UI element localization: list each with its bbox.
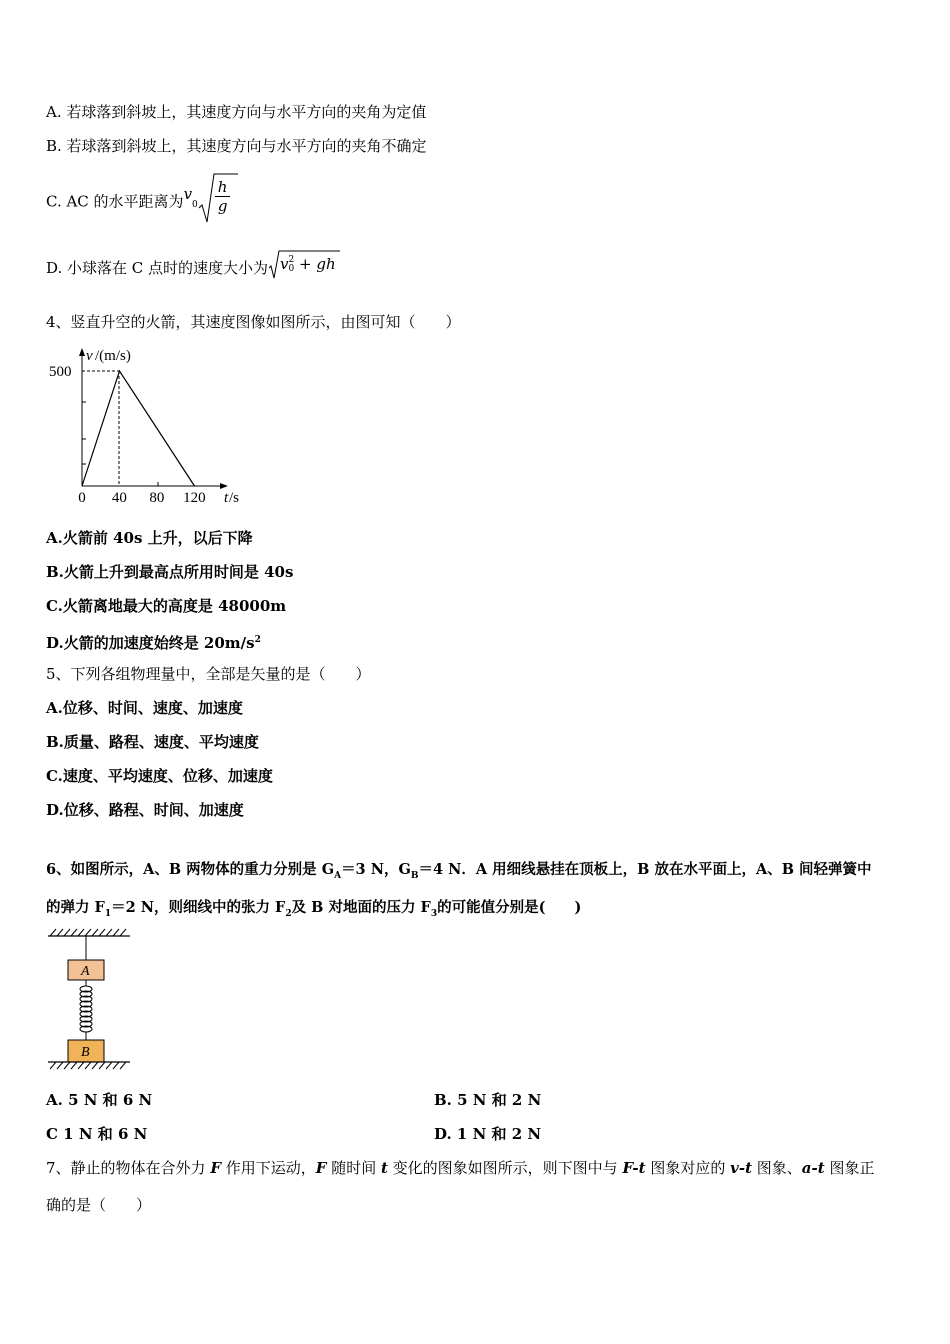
q7-stem-1e: 图象对应的 <box>645 1159 731 1177</box>
q6-stem-line1 <box>46 860 872 886</box>
q3-option-c-v: v <box>183 184 193 203</box>
q7-at: a-t <box>801 1159 825 1177</box>
graph-xlabel-t: t <box>224 490 229 506</box>
q6-stem-line2 <box>46 898 581 924</box>
q6-sub-3: 3 <box>430 908 438 919</box>
q3-option-d-sub: 0 <box>288 264 295 274</box>
q6-stem-2c: 及 B 对地面的压力 F <box>291 899 431 916</box>
q6-stem-2a: 的弹力 F <box>46 899 105 916</box>
spring-coil <box>80 986 92 1032</box>
q6-option-a: A. 5 N 和 6 N <box>46 1091 153 1109</box>
q4-option-d <box>46 630 261 653</box>
q4-option-d-text: D.火箭的加速度始终是 20m/s <box>46 634 255 652</box>
q6-stem-2d: 的可能值分别是( ) <box>437 899 582 916</box>
q5-option-c: C.速度、平均速度、位移、加速度 <box>46 767 273 785</box>
q3-option-c <box>46 178 230 221</box>
q4-option-a: A.火箭前 40s 上升，以后下降 <box>46 529 253 547</box>
q3-option-d <box>46 255 336 278</box>
q7-stem-1d: 变化的图象如图所示，则下图中与 <box>387 1159 623 1177</box>
q6-spring-diagram <box>44 926 136 1072</box>
graph-series-line <box>82 371 195 486</box>
q7-t: t <box>380 1159 388 1177</box>
graph-x-arrow-icon <box>220 483 228 489</box>
q5-option-b: B.质量、路程、速度、平均速度 <box>46 733 259 751</box>
q3-option-d-sup: 2 <box>288 255 295 265</box>
q3-option-d-v: v <box>280 255 289 273</box>
q4-option-b: B.火箭上升到最高点所用时间是 40s <box>46 563 294 581</box>
graph-ytick-500: 500 <box>49 364 72 380</box>
sqrt-sign-icon <box>198 172 238 224</box>
q7-stem-line1 <box>46 1158 874 1178</box>
q6-option-c: C 1 N 和 6 N <box>46 1125 148 1143</box>
q3-option-c-numerator: h <box>215 178 231 197</box>
q3-option-a: A. 若球落到斜坡上，其速度方向与水平方向的夹角为定值 <box>46 103 427 121</box>
ceiling-hatch <box>50 929 126 936</box>
graph-xlabel-unit: /s <box>229 490 240 506</box>
q7-stem-1f: 图象、 <box>752 1159 802 1177</box>
q6-stem-1a: 6、如图所示，A、B 两物体的重力分别是 G <box>46 861 335 878</box>
q4-option-c: C.火箭离地最大的高度是 48000m <box>46 597 287 615</box>
q3-option-c-sub: 0 <box>192 199 198 210</box>
sqrt-sign-icon <box>268 250 340 280</box>
q3-option-b: B. 若球落到斜坡上，其速度方向与水平方向的夹角不确定 <box>46 137 427 155</box>
block-b-label: B <box>81 1045 90 1060</box>
q3-option-c-prefix: C. AC 的水平距离为 <box>46 192 184 211</box>
q6-sub-a: A <box>334 870 342 881</box>
graph-xtick-0: 0 <box>78 490 86 506</box>
q3-option-d-sqrt <box>268 254 336 274</box>
q4-stem: 4、竖直升空的火箭，其速度图像如图所示，由图可知（ ） <box>46 313 461 331</box>
block-a-label: A <box>81 964 90 979</box>
graph-ylabel-unit: /(m/s) <box>95 348 131 364</box>
graph-y-arrow-icon <box>79 348 85 356</box>
q7-stem-1c: 随时间 <box>326 1159 381 1177</box>
q4-velocity-graph <box>44 344 254 510</box>
graph-xtick-40: 40 <box>111 490 127 506</box>
q3-option-c-denominator: g <box>217 197 228 215</box>
q5-stem: 5、下列各组物理量中，全部是矢量的是（ ） <box>46 665 371 683</box>
q3-option-d-rest: + gh <box>294 255 336 273</box>
q6-stem-2b: ＝2 N，则细线中的张力 F <box>111 899 286 916</box>
q7-stem-line2: 确的是（ ） <box>46 1196 152 1214</box>
q5-option-d: D.位移、路程、时间、加速度 <box>46 801 244 819</box>
q4-option-d-sup: 2 <box>254 635 261 645</box>
q6-stem-1c: ＝4 N．A 用细线悬挂在顶板上，B 放在水平面上，A、B 间轻弹簧中 <box>418 861 872 878</box>
q6-sub-2: 2 <box>285 908 292 919</box>
q7-vt: v-t <box>730 1159 753 1177</box>
q5-option-a: A.位移、时间、速度、加速度 <box>46 699 243 717</box>
q7-stem-1b: 作用下运动， <box>220 1159 316 1177</box>
q7-F-2: F <box>315 1159 327 1177</box>
q7-F-1: F <box>210 1159 221 1177</box>
graph-xtick-120: 120 <box>183 490 206 506</box>
graph-xtick-80: 80 <box>149 490 165 506</box>
q7-Ft: F-t <box>622 1159 646 1177</box>
q6-option-d: D. 1 N 和 2 N <box>434 1125 542 1143</box>
floor-hatch <box>50 1062 126 1069</box>
q6-sub-1: 1 <box>104 908 112 919</box>
q3-option-c-sqrt <box>198 178 231 215</box>
q6-sub-b: B <box>410 870 419 881</box>
q6-option-b: B. 5 N 和 2 N <box>434 1091 542 1109</box>
q3-option-d-prefix: D. 小球落在 C 点时的速度大小为 <box>46 259 269 277</box>
q7-stem-1g: 图象正 <box>824 1159 875 1177</box>
q6-stem-1b: ＝3 N，G <box>341 861 411 878</box>
q7-stem-1a: 7、静止的物体在合外力 <box>46 1159 211 1177</box>
graph-ylabel-v: v <box>86 348 93 364</box>
